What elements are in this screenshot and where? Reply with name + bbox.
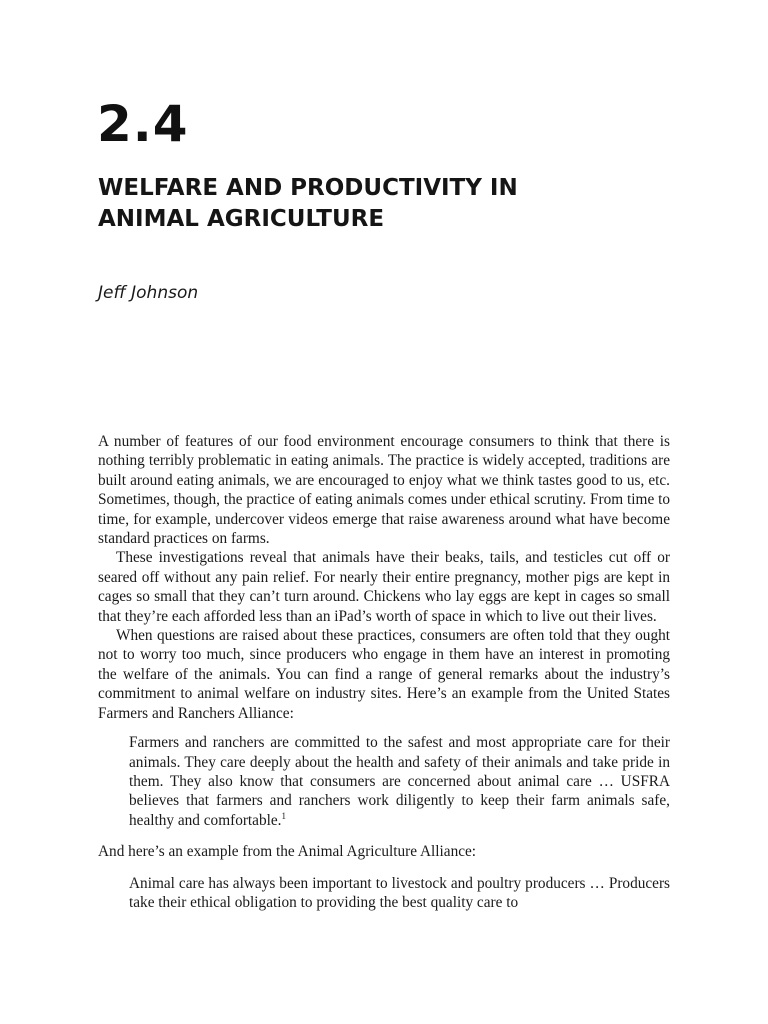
chapter-number: 2.4 bbox=[97, 95, 189, 153]
body-paragraph-2: These investigations reveal that animals have their beaks, tails, and testicles cut off or seared off without any pain relief. For nearly their entire pregnancy, mother pigs are kept in cages so small that they can’t turn around. Chickens who lay eggs are kept in cages so small that they’re each afforded less than an iPad’s worth of space in which to live out their lives. bbox=[98, 549, 670, 625]
chapter-body bbox=[98, 432, 670, 912]
block-quote-usfra bbox=[129, 733, 670, 830]
chapter-title bbox=[98, 173, 658, 235]
body-paragraph-4: And here’s an example from the Animal Agriculture Alliance: bbox=[98, 843, 477, 861]
chapter-title-line-1: WELFARE AND PRODUCTIVITY IN bbox=[98, 175, 518, 201]
chapter-title-line-2: ANIMAL AGRICULTURE bbox=[98, 206, 385, 232]
footnote-marker-1[interactable]: 1 bbox=[281, 810, 286, 821]
block-quote-usfra-text: Farmers and ranchers are committed to the safest and most appropriate care for their animals. They care deeply about the health and safety of their animals and take pride in them. They also know that consumers are concerned about animal care … USFRA believes that farmers and ranchers work diligently to keep their farm animals safe, healthy and comfortable. bbox=[129, 734, 670, 829]
body-paragraph-3: When questions are raised about these practices, consumers are often told that they ought not to worry too much, since producers who engage in them have an interest in promoting the welfare of the animals. You can find a range of general remarks about the industry’s commitment to animal welfare on industry sites. Here’s an example from the United States Farmers and Ranchers Alliance: bbox=[98, 627, 670, 722]
body-paragraph-1: A number of features of our food environment encourage consumers to think that there is nothing terribly problematic in eating animals. The practice is widely accepted, traditions are built around eating animals, we are encouraged to enjoy what we think tastes good to us, etc. Sometimes, though, the practice of eating animals comes under ethical scrutiny. From time to time, for example, undercover videos emerge that raise awareness around what have become standard practices on farms. bbox=[98, 433, 670, 548]
author-name: Jeff Johnson bbox=[98, 283, 199, 303]
block-quote-animal-agriculture-alliance: Animal care has always been important to livestock and poultry producers … Producers take their ethical obligation to providing the best quality care to bbox=[129, 874, 670, 911]
